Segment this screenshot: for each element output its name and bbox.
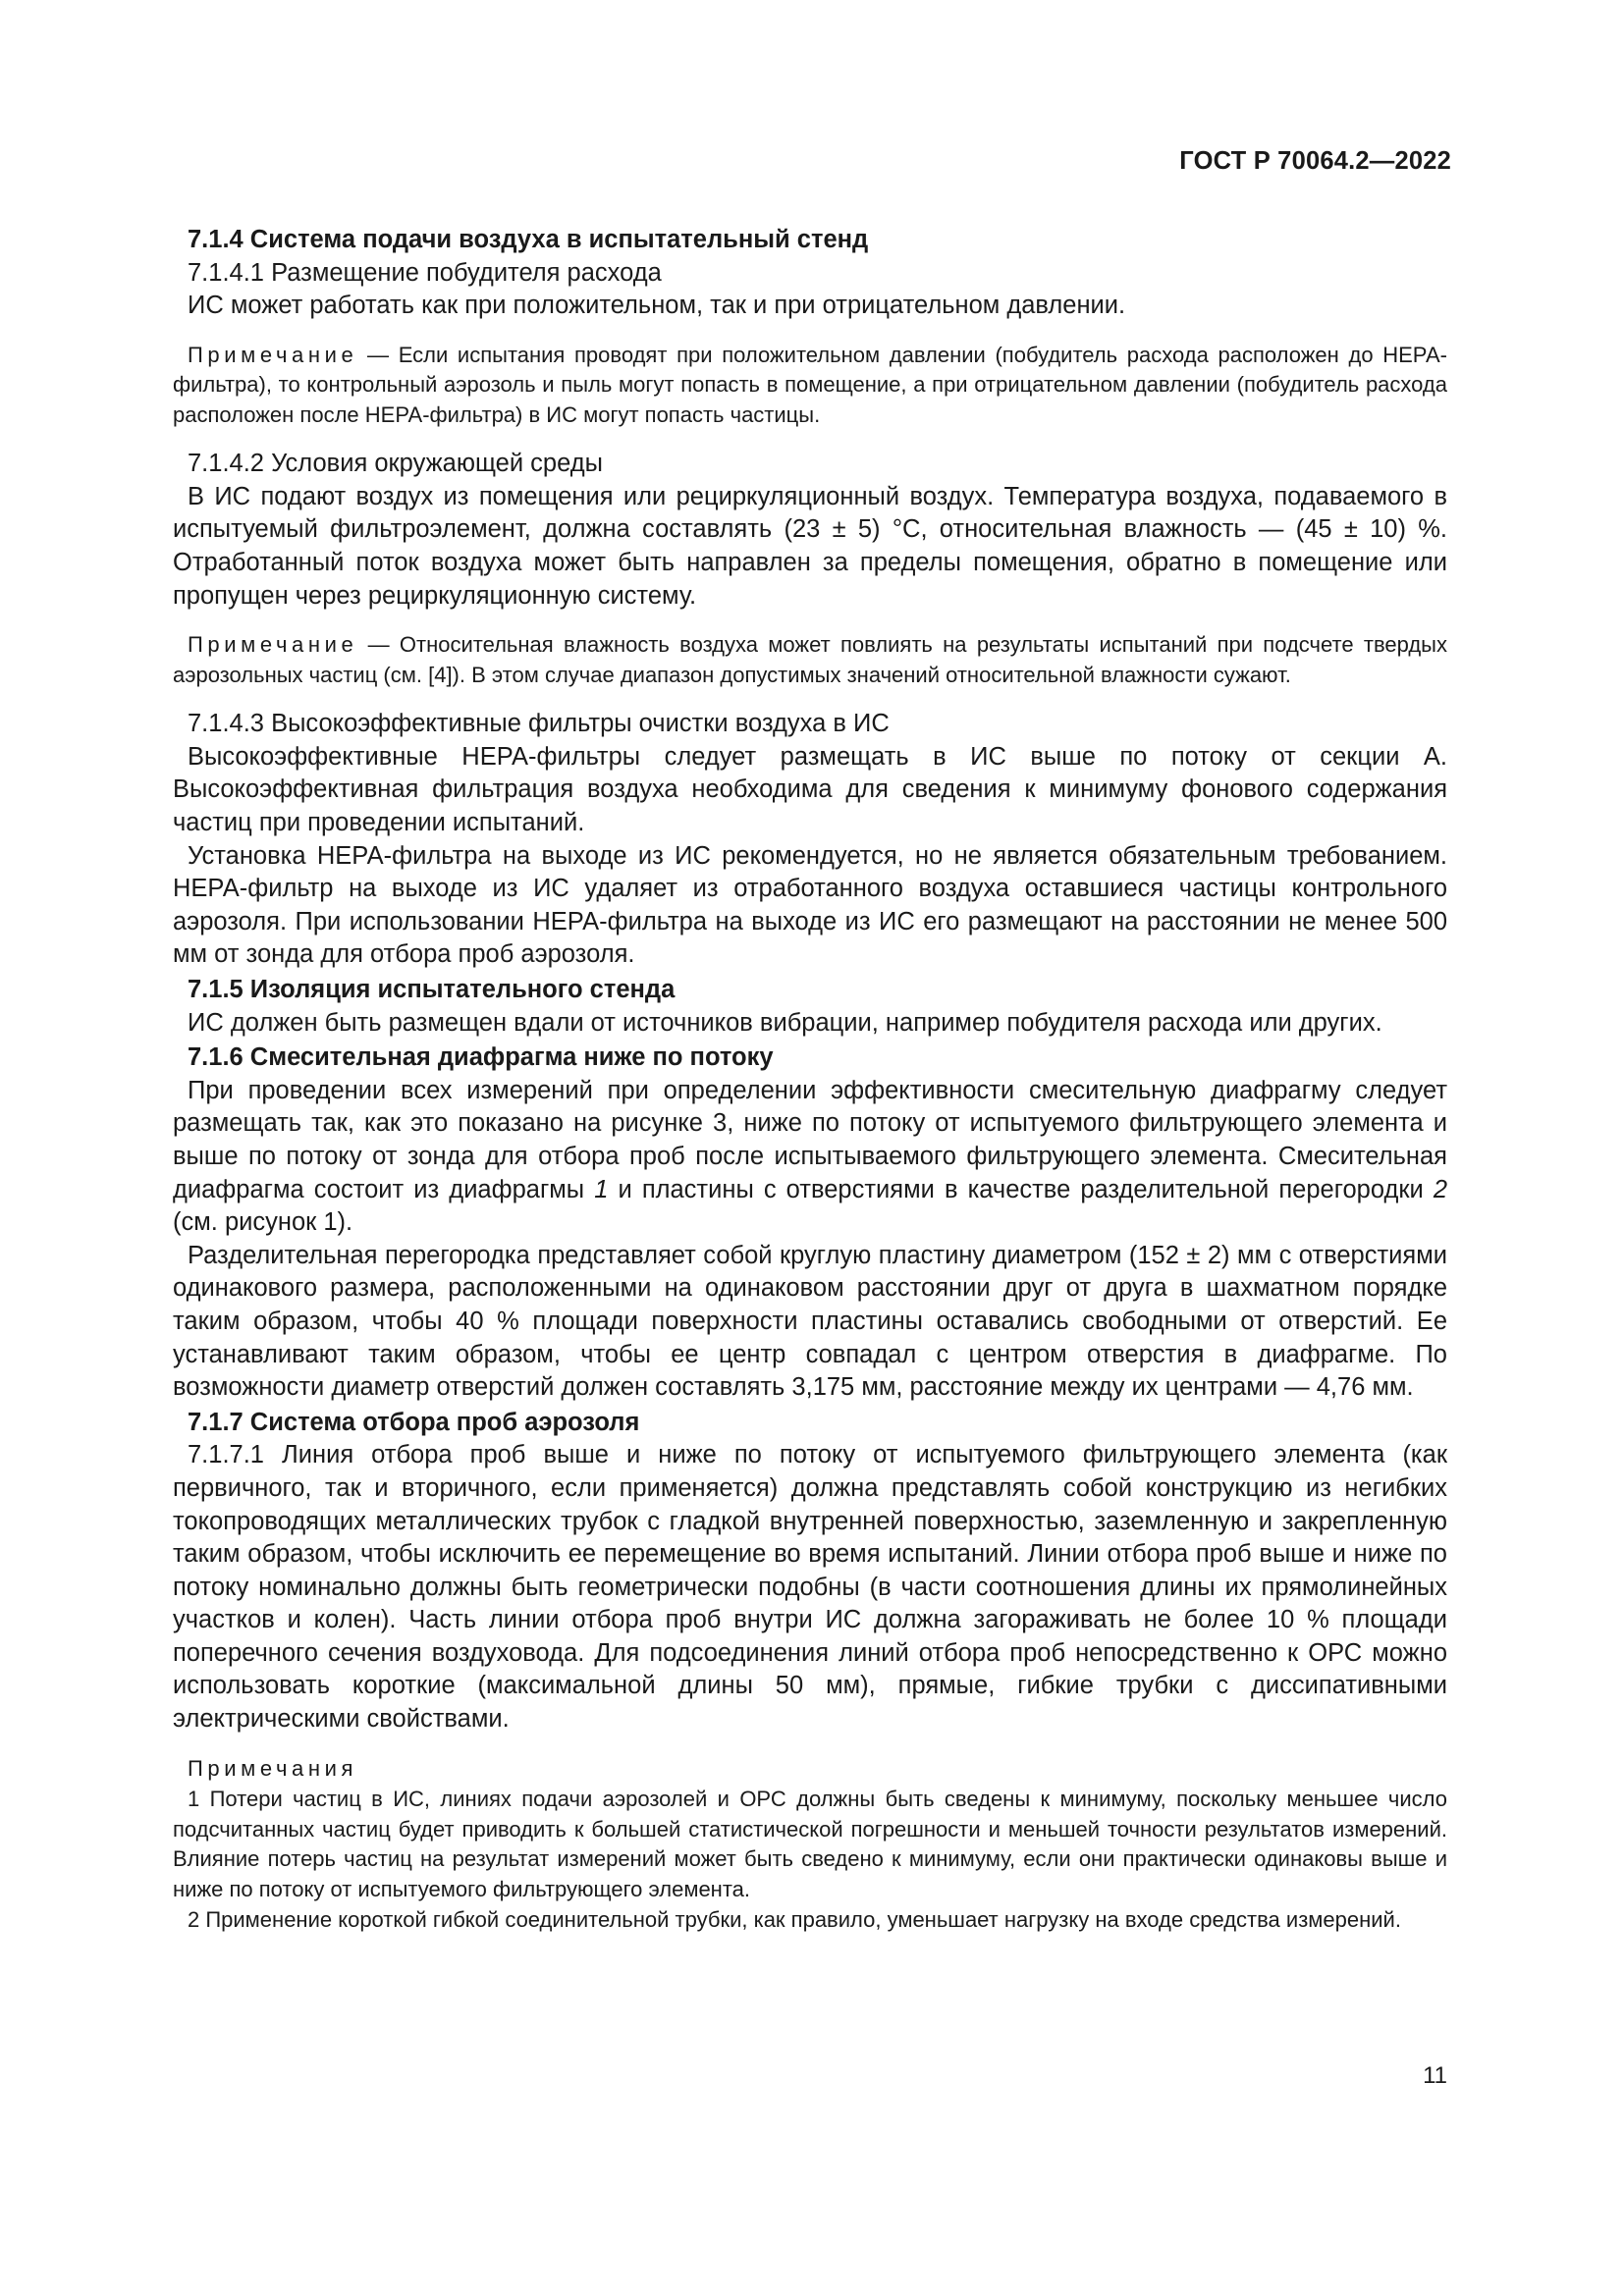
text-run: и пластины с отверстиями в качестве разделительной перегородки — [608, 1175, 1434, 1203]
page-number: 11 — [1423, 2062, 1447, 2089]
section-7-1-4-heading: 7.1.4 Система подачи воздуха в испытательный стенд — [188, 226, 869, 253]
note-text: — Если испытания проводят при положительном давлении (побудитель расхода расположен до НЕРА-фильтра), то контрольный аэрозоль и пыль могут попасть в помещение, а при отрицательном давлении (побудитель расхода расположен после НЕРА-фильтра) в ИС могут попасть частицы. — [173, 342, 1447, 427]
document-code-header: ГОСТ Р 70064.2—2022 — [1179, 147, 1451, 175]
note-item-2: 2 Применение короткой гибкой соединительной трубки, как правило, уменьшает нагрузку на входе средства измерений. — [188, 1907, 1401, 1933]
section-7-1-6-heading: 7.1.6 Смесительная диафрагма ниже по потоку — [188, 1043, 774, 1072]
section-7-1-6-paragraph-2: Разделительная перегородка представляет собой круглую пластину диаметром (152 ± 2) мм с отверстиями одинакового размера, расположенными на одинаковом расстоянии друг от друга в шахматном порядке таким образом, чтобы 40 % площади поверхности пластины оставались свободными от отверстий. Ее устанавливают таким образом, чтобы ее центр совпадал с центром отверстия в диафрагме. По возможности диаметр отверстий должен составлять 3,175 мм, расстояние между их центрами — 4,76 мм. — [173, 1241, 1447, 1402]
section-7-1-4-2-text: В ИС подают воздух из помещения или рециркуляционный воздух. Температура воздуха, подаваемого в испытуемый фильтроэлемент, должна составлять (23 ± 5) °С, относительная влажность — (45 ± 10) %. Отработанный поток воздуха может быть направлен за пределы помещения, обратно в помещение или пропущен через рециркуляционную систему. — [173, 482, 1447, 610]
section-7-1-6-paragraph-1 — [173, 1075, 1447, 1240]
text-run: При проведении всех измерений при определении эффективности смесительную диафрагму следует размещать так, как это показано на рисунке 3, ниже по потоку от испытуемого фильтрующего элемента и выше по потоку от зонда для отбора проб после испытываемого фильтрующего элемента. Смесительная диафрагма состоит из диафрагмы — [173, 1076, 1447, 1203]
notes-label — [173, 1754, 1447, 1785]
note-item-1: 1 Потери частиц в ИС, линиях подачи аэрозолей и ОРС должны быть сведены к минимуму, поскольку меньшее число подсчитанных частиц будет приводить к большей статистической погрешности и меньшей точности результатов измерений. Влияние потерь частиц на результат измерений может быть сведено к минимуму, если они практически одинаковы выше и ниже по потоку от испытуемого фильтрующего элемента. — [173, 1787, 1447, 1901]
italic-ref: 2 — [1433, 1175, 1447, 1203]
note-2 — [173, 630, 1447, 690]
section-7-1-4-1-title: 7.1.4.1 Размещение побудителя расхода — [188, 258, 662, 287]
note-1 — [173, 341, 1447, 431]
note-label: Примечание — [188, 342, 358, 367]
section-7-1-7-heading: 7.1.7 Система отбора проб аэрозоля — [188, 1408, 640, 1436]
notes-label-text: Примечания — [188, 1755, 358, 1781]
note-label: Примечание — [188, 632, 358, 658]
section-7-1-4-2-title: 7.1.4.2 Условия окружающей среды — [188, 450, 603, 478]
section-7-1-4-3-paragraph-1: Высокоэффективные НЕРА-фильтры следует размещать в ИС выше по потоку от секции А. Высокоэффективная фильтрация воздуха необходима для сведения к минимуму фонового содержания частиц при проведении испытаний. — [173, 742, 1447, 837]
text-run: (см. рисунок 1). — [173, 1208, 353, 1237]
section-7-1-4-1-text: ИС может работать как при положительном, так и при отрицательном давлении. — [188, 292, 1126, 320]
document-body — [173, 224, 1447, 1936]
section-7-1-5-text: ИС должен быть размещен вдали от источников вибрации, например побудителя расхода или других. — [188, 1008, 1382, 1037]
italic-ref: 1 — [594, 1175, 609, 1203]
section-7-1-4-3-title: 7.1.4.3 Высокоэффективные фильтры очистки воздуха в ИС — [188, 710, 890, 738]
section-7-1-4-3-paragraph-2: Установка НЕРА-фильтра на выходе из ИС рекомендуется, но не является обязательным требованием. НЕРА-фильтр на выходе из ИС удаляет из отработанного воздуха оставшиеся частицы контрольного аэрозоля. При использовании НЕРА-фильтра на выходе из ИС его размещают на расстоянии не менее 500 мм от зонда для отбора проб аэрозоля. — [173, 841, 1447, 969]
section-7-1-5-heading: 7.1.5 Изоляция испытательного стенда — [188, 976, 676, 1003]
section-7-1-7-1-text: 7.1.7.1 Линия отбора проб выше и ниже по потоку от испытуемого фильтрующего элемента (как первичного, так и вторичного, если применяется) должна представлять собой конструкцию из негибких токопроводящих металлических трубок с гладкой внутренней поверхностью, заземленную и закрепленную таким образом, чтобы исключить ее перемещение во время испытаний. Линии отбора проб выше и ниже по потоку номинально должны быть геометрически подобны (в части соотношения длины их прямолинейных участков и колен). Часть линии отбора проб внутри ИС должна загораживать не более 10 % площади поперечного сечения воздуховода. Для подсоединения линий отбора проб непосредственно к ОРС можно использовать короткие (максимальной длины 50 мм), прямые, гибкие трубки с диссипативными электрическими свойствами. — [173, 1441, 1447, 1734]
note-text: — Относительная влажность воздуха может повлиять на результаты испытаний при подсчете твердых аэрозольных частиц (см. [4]). В этом случае диапазон допустимых значений относительной влажности сужают. — [173, 632, 1447, 687]
